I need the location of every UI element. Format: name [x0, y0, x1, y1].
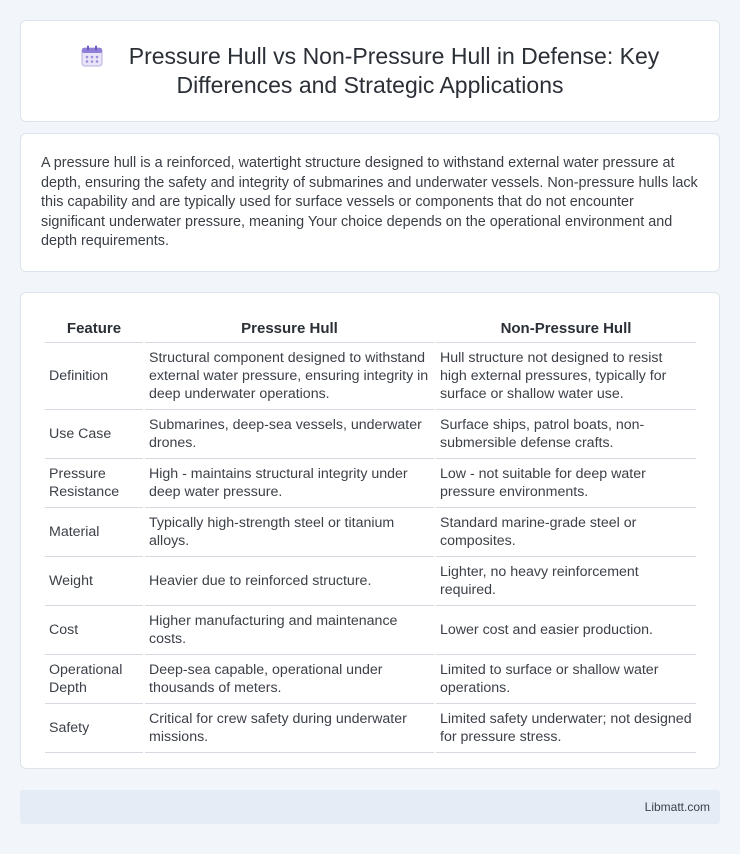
row-pressure-value: Deep-sea capable, operational under thousands of meters. — [145, 655, 434, 704]
row-non-pressure-value: Limited to surface or shallow water operations. — [436, 655, 696, 704]
table-row — [45, 704, 696, 753]
row-non-pressure-value: Hull structure not designed to resist high external pressures, typically for surface or shallow water use. — [436, 343, 696, 410]
table-row — [45, 606, 696, 655]
comparison-table — [43, 313, 698, 753]
table-row — [45, 655, 696, 704]
row-non-pressure-value: Low - not suitable for deep water pressure environments. — [436, 459, 696, 508]
row-non-pressure-value: Lower cost and easier production. — [436, 606, 696, 655]
row-non-pressure-value: Limited safety underwater; not designed for pressure stress. — [436, 704, 696, 753]
row-non-pressure-value: Lighter, no heavy reinforcement required. — [436, 557, 696, 606]
row-pressure-value: Higher manufacturing and maintenance costs. — [145, 606, 434, 655]
header-pressure-hull: Pressure Hull — [145, 313, 434, 343]
table-row — [45, 459, 696, 508]
footer-brand: Libmatt.com — [644, 800, 710, 814]
row-feature: Material — [45, 508, 143, 557]
row-pressure-value: Critical for crew safety during underwater missions. — [145, 704, 434, 753]
table-row — [45, 557, 696, 606]
footer — [20, 790, 720, 824]
row-feature: Weight — [45, 557, 143, 606]
comparison-table-card — [20, 292, 720, 769]
page-title-block — [51, 42, 689, 100]
header-feature: Feature — [45, 313, 143, 343]
row-feature: Safety — [45, 704, 143, 753]
row-feature: Operational Depth — [45, 655, 143, 704]
row-feature: Cost — [45, 606, 143, 655]
row-feature: Use Case — [45, 410, 143, 459]
row-non-pressure-value: Standard marine-grade steel or composites. — [436, 508, 696, 557]
row-pressure-value: Typically high-strength steel or titanium alloys. — [145, 508, 434, 557]
row-feature: Definition — [45, 343, 143, 410]
row-non-pressure-value: Surface ships, patrol boats, non-submersible defense crafts. — [436, 410, 696, 459]
row-pressure-value: Heavier due to reinforced structure. — [145, 557, 434, 606]
table-row — [45, 343, 696, 410]
intro-card — [20, 133, 720, 272]
header-non-pressure-hull: Non-Pressure Hull — [436, 313, 696, 343]
row-feature: Pressure Resistance — [45, 459, 143, 508]
calendar-icon — [81, 45, 103, 67]
intro-text: A pressure hull is a reinforced, watertight structure designed to withstand external water pressure at depth, ensuring the safety and integrity of submarines and underwater vessels. Non-pressure hulls lack this capability and are typically used for surface vessels or components that do not encounter significant underwater pressure, meaning Your choice depends on the operational environment and depth requirements. — [41, 155, 698, 250]
table-row — [45, 410, 696, 459]
row-pressure-value: Submarines, deep-sea vessels, underwater drones. — [145, 410, 434, 459]
title-card — [20, 20, 720, 122]
page-title: Pressure Hull vs Non-Pressure Hull in Defense: Key Differences and Strategic Applications — [128, 43, 660, 98]
row-pressure-value: Structural component designed to withstand external water pressure, ensuring integrity in deep underwater operations. — [145, 343, 434, 410]
table-row — [45, 508, 696, 557]
row-pressure-value: High - maintains structural integrity under deep water pressure. — [145, 459, 434, 508]
table-header-row — [45, 313, 696, 343]
